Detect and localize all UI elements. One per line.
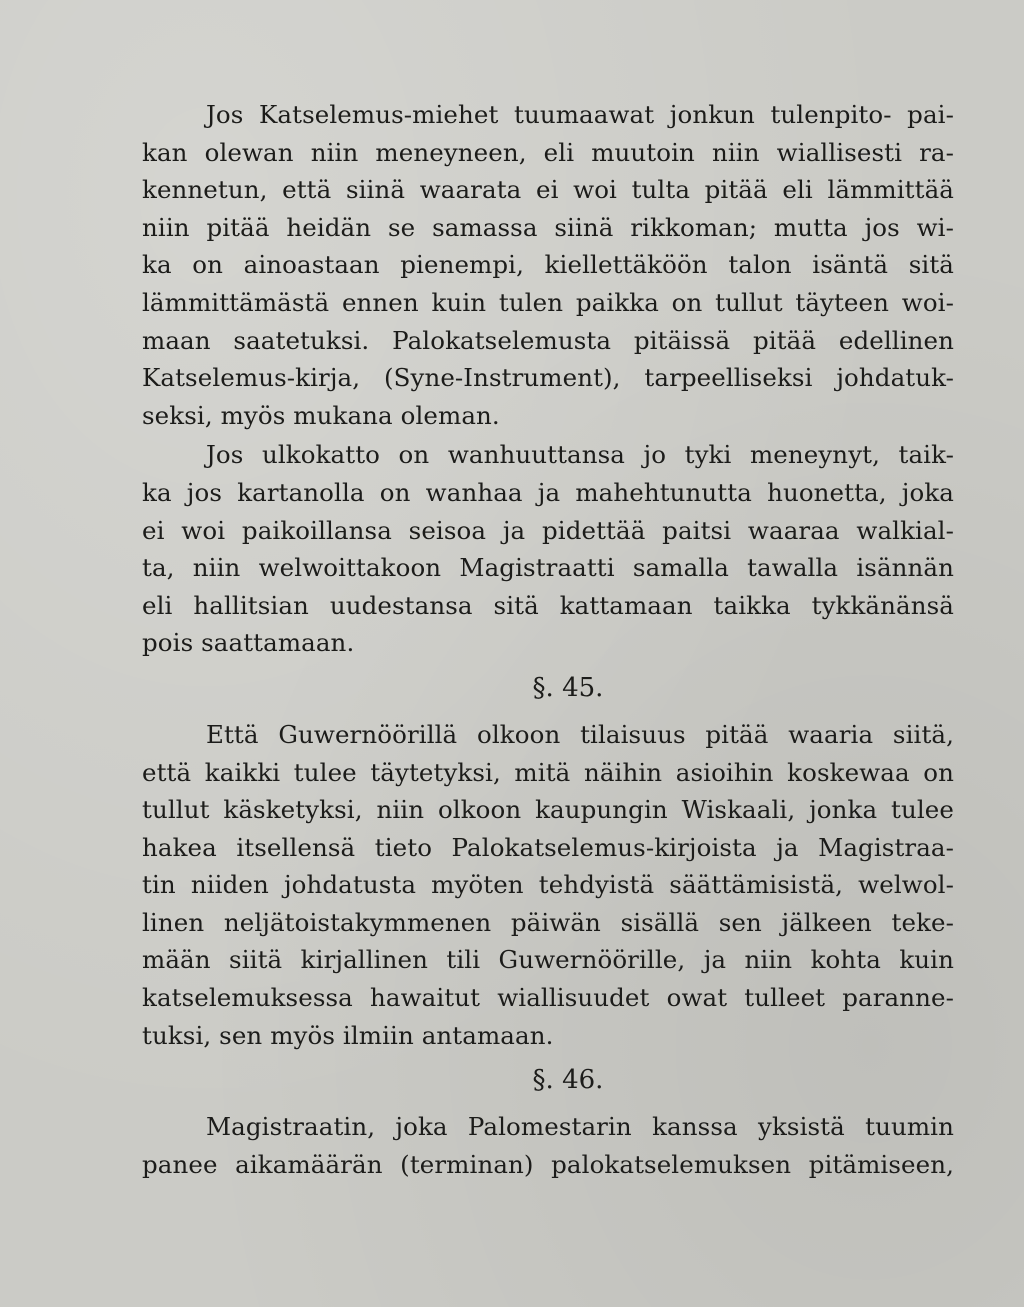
text-line: Magistraatin, joka Palomestarin kanssa yksistä tuumin — [206, 1112, 954, 1142]
text-line: tin niiden johdatusta myöten tehdyistä säättämisistä, welwol- — [142, 870, 954, 900]
text-line: katselemuksessa hawaitut wiallisuudet owat tulleet paranne- — [142, 983, 954, 1013]
text-line: maan saatetuksi. Palokatselemusta pitäissä pitää edellinen — [142, 325, 954, 355]
text-line: tullut käsketyksi, niin olkoon kaupungin Wiskaali, jonka tulee — [142, 795, 954, 825]
text-line: ka jos kartanolla on wanhaa ja mahehtunutta huonetta, joka — [142, 477, 954, 507]
text-line: kan olewan niin meneyneen, eli muutoin niin wiallisesti ra- — [142, 137, 954, 167]
text-line: kennetun, että siinä waarata ei woi tulta pitää eli lämmittää — [142, 175, 954, 205]
text-line: Katselemus-kirja, (Syne-Instrument), tarpeelliseksi johdatuk- — [142, 363, 954, 393]
text-line: ei woi paikoillansa seisoa ja pidettää paitsi waaraa walkial- — [142, 515, 954, 545]
paragraph-2 — [142, 436, 954, 662]
text-line: tuksi, sen myös ilmiin antamaan. — [142, 1020, 554, 1050]
paragraph-1 — [142, 96, 954, 434]
section-45 — [142, 664, 954, 1054]
text-line: ka on ainoastaan pienempi, kiellettäköön talon isäntä sitä — [142, 250, 954, 280]
text-line: pois saattamaan. — [142, 628, 355, 658]
text-line: panee aikamäärän (terminan) palokatselemuksen pitämiseen, — [142, 1149, 954, 1179]
section-heading: §. 46. — [532, 1065, 604, 1096]
text-line: Jos ulkokatto on wanhuuttansa jo tyki meneynyt, taik- — [206, 440, 954, 470]
text-line: eli hallitsian uudestansa sitä kattamaan taikka tykkänänsä — [142, 590, 954, 620]
section-46 — [142, 1056, 954, 1183]
text-line: mään siitä kirjallinen tili Guwernöörille, ja niin kohta kuin — [142, 945, 954, 975]
text-line: linen neljätoistakymmenen päiwän sisällä sen jälkeen teke- — [142, 907, 954, 937]
section-heading: §. 45. — [532, 672, 604, 703]
text-line: seksi, myös mukana oleman. — [142, 400, 500, 430]
page-text — [142, 96, 954, 1183]
text-line: niin pitää heidän se samassa siinä rikkoman; mutta jos wi- — [142, 212, 954, 242]
text-line: lämmittämästä ennen kuin tulen paikka on tullut täyteen woi- — [142, 287, 954, 317]
text-line: hakea itsellensä tieto Palokatselemus-kirjoista ja Magistraa- — [142, 832, 954, 862]
text-line: ta, niin welwoittakoon Magistraatti samalla tawalla isännän — [142, 553, 954, 583]
text-line: Että Guwernöörillä olkoon tilaisuus pitää waaria siitä, — [206, 719, 954, 749]
text-line: että kaikki tulee täytetyksi, mitä näihin asioihin koskewaa on — [142, 757, 954, 787]
text-line: Jos Katselemus-miehet tuumaawat jonkun tulenpito- pai- — [206, 100, 954, 129]
